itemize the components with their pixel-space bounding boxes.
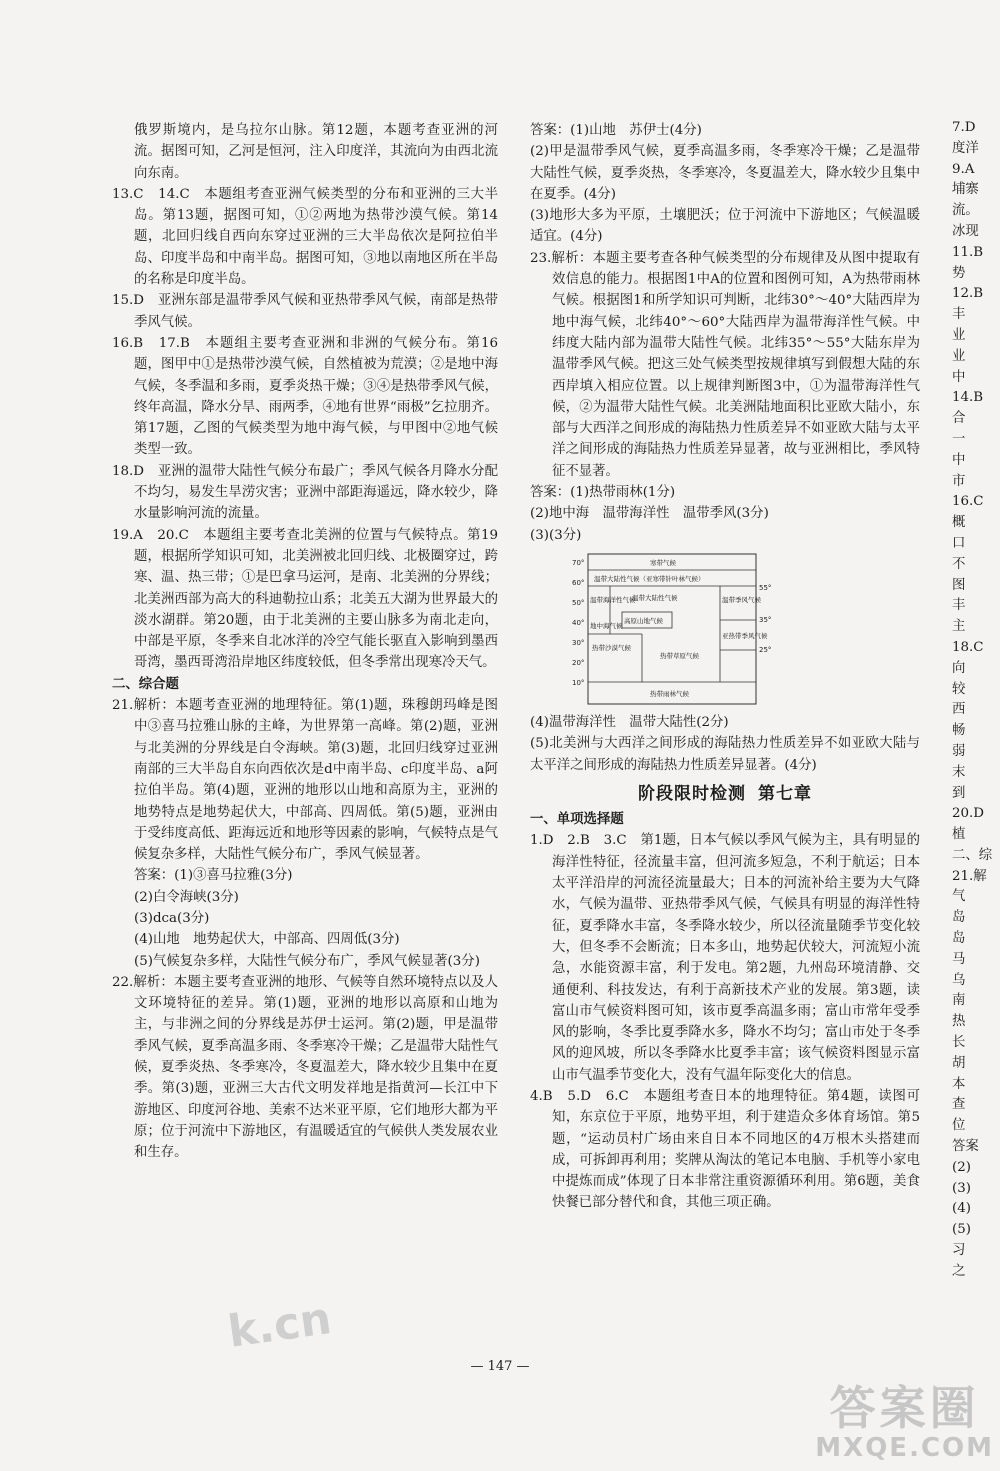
watermark-fragment: k.cn bbox=[224, 1293, 335, 1358]
right-column-line: 南 bbox=[952, 993, 966, 1009]
right-column-line: 之 bbox=[952, 1263, 966, 1279]
right-column-line: 习 bbox=[952, 1243, 966, 1259]
lat-label: 35° bbox=[759, 615, 772, 624]
right-column-line: 合 bbox=[952, 411, 966, 427]
paragraph-q22-analysis: 22.解析：本题主要考查亚洲的地形、气候等自然环境特点以及人文环境特征的差异。第(1)题，亚洲的地形以高原和山地为主，与非洲之间的分界线是苏伊士运河。第(2)题，甲是温带季风气候，夏季高温多雨、冬季寒冷干燥；乙是温带大陆性气候，夏季炎热、冬季寒冷，冬夏温差大，降水较少且集中在夏季。第(3)题，亚洲三大古代文明发祥地是指黄河—长江中下游地区、印度河谷地、美索不达米亚平原，它们地形大都为平原；位于河流中下游地区，有温暖适宜的气候供人类发展农业和生存。 bbox=[112, 974, 498, 1161]
right-column-line: 11.B bbox=[952, 244, 984, 260]
chapter-title bbox=[530, 784, 920, 805]
right-column-line: 业 bbox=[952, 327, 966, 343]
lat-label: 25° bbox=[759, 645, 772, 654]
right-column-line: 9.A bbox=[952, 161, 975, 177]
answer-line: (3)dca(3分) bbox=[134, 910, 210, 926]
paragraph-q4-6: 4.B 5.D 6.C 本题组考查日本的地理特征。第4题，读图可知，东京位于平原，地势平坦，利于建造众多体育场馆。第5题，“运动员村广场由来自日本不同地区的4万根木头搭建而成，可拆卸再利用；奖牌从淘汰的笔记本电脑、手机等小家电中提炼而成”体现了日本非常注重资源循环利用。第6题，美食快餐已部分替代和食，其他三项正确。 bbox=[530, 1088, 920, 1211]
right-column-line: 埔寨 bbox=[952, 182, 979, 198]
right-column-line: 20.D bbox=[952, 806, 985, 822]
paragraph-q18: 18.D 亚洲的温带大陆性气候分布最广；季风气候各月降水分配不均匀，易发生旱涝灾害；亚洲中部距海遥远，降水较少，降水量影响河流的流量。 bbox=[112, 463, 498, 522]
right-column-line: 冰现 bbox=[952, 223, 979, 239]
right-column-line: 岛 bbox=[952, 910, 966, 926]
zone-label: 高原山地气候 bbox=[624, 616, 663, 625]
page-number: — 147 — bbox=[470, 1359, 530, 1374]
lat-label: 55° bbox=[759, 583, 772, 592]
answer-line: (5)北美洲与大西洋之间形成的海陆热力性质差异不如亚欧大陆与太平洋之间形成的海陆热力性质差异显著。(4分) bbox=[530, 736, 920, 773]
right-column-line: (3) bbox=[952, 1180, 971, 1196]
watermark bbox=[815, 1383, 994, 1463]
q22-answer bbox=[530, 120, 920, 248]
q23-answer bbox=[530, 482, 920, 546]
zone-label: 温带大陆性气候（亚寒带针叶林气候） bbox=[594, 574, 705, 583]
zone-label: 温带大陆性气候 bbox=[632, 593, 678, 602]
zone-label: 寒带气候 bbox=[650, 558, 676, 567]
right-column-line: 7.D bbox=[952, 120, 976, 135]
middle-column bbox=[530, 120, 920, 1214]
right-column-line: 长 bbox=[952, 1035, 966, 1051]
right-column-line: 二、综 bbox=[952, 847, 993, 863]
y-label: 30° bbox=[572, 638, 585, 647]
right-column-line: 岛 bbox=[952, 931, 966, 947]
answer-line: 答案：(1)热带雨林(1分) bbox=[530, 485, 676, 501]
section-heading-single-choice: 一、单项选择题 bbox=[530, 811, 624, 828]
right-column-line: 热 bbox=[952, 1014, 966, 1030]
right-column-line: 流。 bbox=[952, 203, 979, 219]
paragraph-q12-continued: 俄罗斯境内，是乌拉尔山脉。第12题，本题考查亚洲的河流。据图可知，乙河是恒河，注入印度洋，其流向为由西北流向东南。 bbox=[134, 123, 498, 181]
answer-line: (2)白令海峡(3分) bbox=[134, 889, 239, 905]
right-column-line: 西 bbox=[952, 702, 966, 718]
right-column-cropped bbox=[952, 118, 1000, 1283]
answer-line: (3)(3分) bbox=[530, 527, 582, 543]
right-column-line: 12.B bbox=[952, 286, 984, 302]
zone-label: 热带雨林气候 bbox=[650, 689, 689, 698]
zone-label: 地中海气候 bbox=[590, 621, 623, 630]
right-column-line: (5) bbox=[952, 1222, 971, 1238]
right-column-line: 口 bbox=[952, 535, 966, 551]
q23-answer-continued bbox=[530, 712, 920, 776]
zone-label: 温带季风气候 bbox=[722, 595, 761, 604]
right-column-line: 位 bbox=[952, 1118, 966, 1134]
right-column-lines bbox=[952, 118, 1000, 1283]
answer-line: (3)地形大多为平原，土壤肥沃；位于河流中下游地区；气候温暖适宜。(4分) bbox=[530, 208, 920, 245]
right-column-line: 答案 bbox=[952, 1139, 979, 1155]
right-column-line: 势 bbox=[952, 265, 966, 281]
right-column-line: 畅 bbox=[952, 723, 966, 739]
chapter-title-main: 阶段限时检测 bbox=[638, 783, 746, 804]
y-label: 60° bbox=[572, 578, 585, 587]
right-column-line: 16.C bbox=[952, 494, 984, 510]
watermark-url: MXQE.COM bbox=[815, 1433, 994, 1463]
right-column-line: 马 bbox=[952, 951, 966, 967]
right-column-line: 中 bbox=[952, 452, 966, 468]
right-column-line: 概 bbox=[952, 515, 966, 531]
paragraph-q15: 15.D 亚洲东部是温带季风气候和亚热带季风气候，南部是热带季风气候。 bbox=[112, 293, 498, 330]
zone-label: 热带草原气候 bbox=[660, 651, 699, 660]
right-column-line: 丰 bbox=[952, 598, 966, 614]
right-column-line: 胡 bbox=[952, 1055, 966, 1071]
paragraph-q16-17: 16.B 17.B 本题组主要考查亚洲和非洲的气候分布。第16题，图甲中①是热带沙漠气候，自然植被为荒漠；②是地中海气候，冬季温和多雨，夏季炎热干燥；③④是热带季风气候，终年高温，降水分旱、雨两季，④地有世界“雨极”乞拉朋齐。第17题，乙图的气候类型为地中海气候，与甲图中②地气候类型一致。 bbox=[112, 335, 498, 458]
right-column-line: 本 bbox=[952, 1076, 966, 1092]
paragraph-q13-14: 13.C 14.C 本题组考查亚洲气候类型的分布和亚洲的三大半岛。第13题，据图可知，①②两地为热带沙漠气候。第14题，北回归线自西向东穿过亚洲的三大半岛依次是阿拉伯半岛、印度半岛和中南半岛。据图可知，③地以南地区所在半岛的名称是印度半岛。 bbox=[112, 186, 498, 288]
right-column-line: 一 bbox=[952, 431, 966, 447]
section-heading-comprehensive: 二、综合题 bbox=[112, 675, 179, 692]
right-column-line: 度洋 bbox=[952, 140, 979, 156]
right-column-line: 植 bbox=[952, 827, 966, 843]
right-column-line: (4) bbox=[952, 1201, 971, 1217]
right-column-line: 中 bbox=[952, 369, 966, 385]
y-label: 20° bbox=[572, 658, 585, 667]
right-column-line: 主 bbox=[952, 619, 966, 635]
right-column-line: (2) bbox=[952, 1159, 971, 1175]
right-column-line: 弱 bbox=[952, 743, 966, 759]
answer-line: (5)气候复杂多样，大陆性气候分布广，季风气候显著(3分) bbox=[134, 953, 480, 969]
paragraph-q19-20: 19.A 20.C 本题组主要考查北美洲的位置与气候特点。第19题，根据所学知识可知，北美洲被北回归线、北极圈穿过，跨寒、温、热三带；①是巴拿马运河，是南、北美洲的分界线；北美洲西部为高大的科迪勒拉山系；北美五大湖为世界最大的淡水湖群。第20题，由于北美洲的主要山脉多为南北走向，中部是平原，冬季来自北冰洋的冷空气能长驱直入影响到墨西哥湾，墨西哥湾沿岸地区纬度较低，但冬季常出现寒冷天气。 bbox=[112, 527, 498, 671]
paragraph-q21-analysis: 21.解析：本题考查亚洲的地理特征。第(1)题，珠穆朗玛峰是图中③喜马拉雅山脉的主峰，为世界第一高峰。第(2)题，亚洲与北美洲的分界线是白令海峡。第(3)题，北回归线穿过亚洲南部的三大半岛自东向西依次是d中南半岛、c印度半岛、a阿拉伯半岛。第(4)题，亚洲的地形以山地和高原为主，亚洲的地势特点是地势起伏大，中部高、四周低。第(5)题，亚洲由于受纬度高低、距海远近和地形等因素的影响，气候特点是气候复杂多样，大陆性气候分布广，季风气候显著。 bbox=[112, 698, 498, 863]
paragraph-q23-analysis: 23.解析：本题主要考查各种气候类型的分布规律及从图中提取有效信息的能力。根据图1中A的位置和图例可知，A为热带雨林气候。根据图1和所学知识可判断，北纬30°～40°大陆西岸为地中海气候，北纬40°～60°大陆西岸为温带海洋性气候。中纬度大陆内部为温带大陆性气候。北纬35°～55°大陆东岸为温带季风气候。把这三处气候类型按规律填写到假想大陆的东西岸填入相应位置。以上规律判断图3中，①为温带海洋性气候，②为温带大陆性气候。北美洲陆地面积比亚欧大陆小，东部与大西洋之间形成的海陆热力性质差异不如亚欧大陆与太平洋之间形成的海陆热力性质差异显著，故与亚洲相比，季风特征不显著。 bbox=[530, 250, 920, 479]
y-label: 50° bbox=[572, 598, 585, 607]
right-column-line: 乌 bbox=[952, 972, 966, 988]
answer-line: (4)温带海洋性 温带大陆性(2分) bbox=[530, 714, 729, 730]
right-column-line: 到 bbox=[952, 785, 966, 801]
right-column-line: 末 bbox=[952, 764, 966, 780]
answer-line: (2)地中海 温带海洋性 温带季风(3分) bbox=[530, 506, 769, 522]
answer-line: (4)山地 地势起伏大，中部高、四周低(3分) bbox=[134, 932, 400, 948]
right-column-line: 气 bbox=[952, 889, 966, 905]
right-column-line: 业 bbox=[952, 348, 966, 364]
paragraph-q1-3: 1.D 2.B 3.C 第1题，日本气候以季风气候为主，具有明显的海洋性特征，径流量丰富，但河流多短急，不利于航运；日本太平洋沿岸的河流径流量最大；日本的河流补给主要为大气降水，气候为温带、亚热带季风气候，气候具有明显的海洋性特征，夏季降水丰富，冬季降水较少，所以径流量随季节变化较大，但冬季不会断流；日本多山，地势起伏较大，河流短小流急，水能资源丰富，利于发电。第2题，九州岛环境清静、交通便利、科技发达，有利于高新技术产业的发展。第3题，读富山市气候资料图可知，该市夏季高温多雨；富山市常年受季风的影响，冬季比夏季降水多，降水不均匀；富山市处于冬季风的迎风坡，所以冬季降水比夏季丰富；该气候资料图显示富山市气温季节变化大，没有气温年际变化大的信息。 bbox=[530, 833, 920, 1083]
answer-line: (2)甲是温带季风气候，夏季高温多雨，冬季寒冷干燥；乙是温带大陆性气候，夏季炎热，冬季寒冷，冬夏温差大，降水较少且集中在夏季。(4分) bbox=[530, 144, 920, 202]
y-label: 10° bbox=[572, 678, 585, 687]
right-column-line: 21.解 bbox=[952, 868, 987, 884]
q21-answer bbox=[112, 865, 498, 971]
answer-line: 答案：(1)③喜马拉雅(3分) bbox=[134, 868, 293, 884]
left-column bbox=[112, 120, 498, 1164]
right-column-line: 不 bbox=[952, 556, 966, 572]
right-column-line: 丰 bbox=[952, 307, 966, 323]
climate-diagram bbox=[570, 550, 790, 710]
right-column-line: 较 bbox=[952, 681, 966, 697]
zone-label: 热带沙漠气候 bbox=[592, 643, 631, 652]
right-column-line: 向 bbox=[952, 660, 966, 676]
zone-label: 亚热带季风气候 bbox=[722, 631, 768, 640]
y-label: 40° bbox=[572, 618, 585, 627]
answer-line: 答案：(1)山地 苏伊士(4分) bbox=[530, 123, 702, 138]
zone-label: 温带海洋性气候 bbox=[590, 595, 636, 604]
y-label: 70° bbox=[572, 558, 585, 567]
right-column-line: 图 bbox=[952, 577, 966, 593]
right-column-line: 18.C bbox=[952, 639, 984, 655]
right-column-line: 查 bbox=[952, 1097, 966, 1113]
watermark-logo-text: 答案圈 bbox=[829, 1381, 980, 1435]
right-column-line: 市 bbox=[952, 473, 966, 489]
chapter-title-number: 第七章 bbox=[758, 783, 812, 804]
right-column-line: 14.B bbox=[952, 390, 984, 406]
